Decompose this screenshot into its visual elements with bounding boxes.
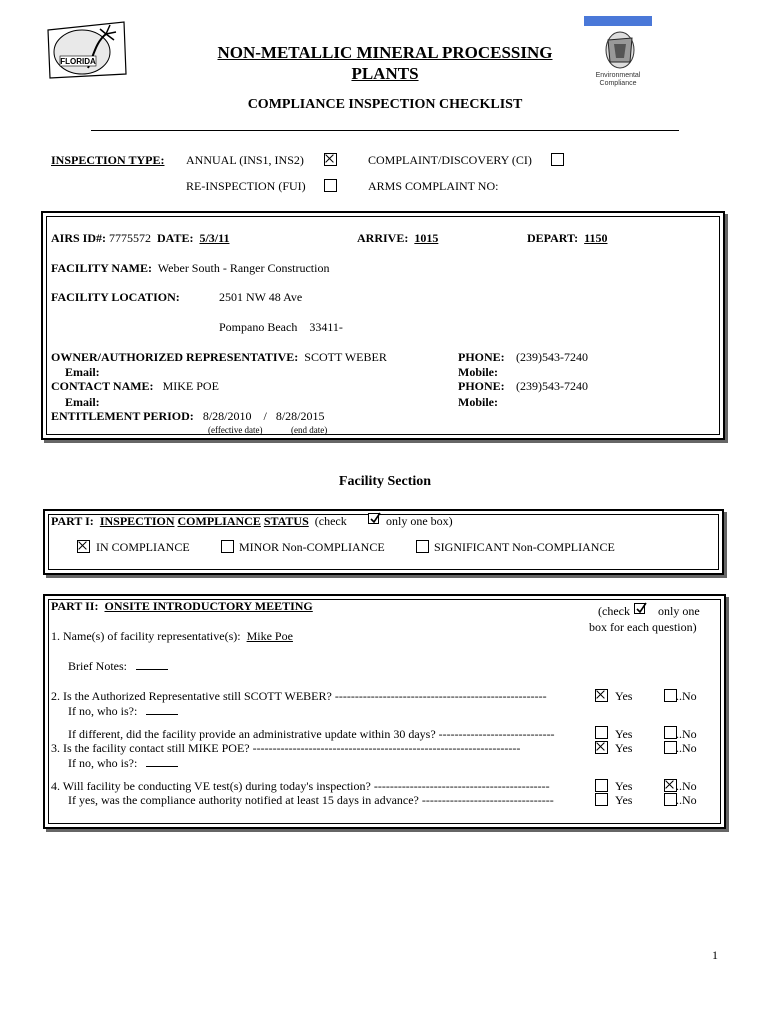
- contact-email-label: Email:: [65, 395, 100, 409]
- contact-name: CONTACT NAME: MIKE POE: [51, 379, 219, 393]
- end-date-caption: (end date): [291, 425, 328, 435]
- q4a-no-label: ..No: [676, 793, 697, 807]
- q3-facility-contact: 3. Is the facility contact still MIKE POE? -------------------------------------------------------------------: [51, 741, 521, 755]
- svg-text:FLORIDA: FLORIDA: [60, 57, 96, 66]
- complaint-checkbox[interactable]: [551, 153, 564, 166]
- page-number: 1: [712, 948, 718, 962]
- facility-location-label: FACILITY LOCATION:: [51, 290, 180, 304]
- facility-location-line2: Pompano Beach 33411-: [219, 320, 343, 334]
- q4-yes-label: Yes: [615, 779, 633, 793]
- minor-noncompliance-checkbox[interactable]: [221, 540, 234, 553]
- phone2-value: (239)543-7240: [516, 379, 588, 393]
- checkmark-icon: [634, 603, 645, 614]
- significant-noncompliance-checkbox[interactable]: [416, 540, 429, 553]
- document-title-line2: PLANTS: [351, 64, 419, 83]
- florida-dep-seal-logo: [44, 20, 130, 80]
- minor-noncompliance-label: MINOR Non-COMPLIANCE: [239, 540, 385, 554]
- owner-email-label: Email:: [65, 365, 100, 379]
- part2-note-pre: (check: [598, 604, 630, 618]
- phone2-label: PHONE:: [458, 379, 505, 393]
- q2-authorized-representative: 2. Is the Authorized Representative still SCOTT WEBER? -----------------------------------------------------: [51, 689, 547, 703]
- logo-caption-line2: Compliance: [599, 80, 637, 87]
- q2a-yes-label: Yes: [615, 727, 633, 741]
- depart-time: DEPART: 1150: [527, 231, 608, 245]
- effective-date-caption: (effective date): [208, 425, 263, 435]
- q4-no-label: ..No: [676, 779, 697, 793]
- complaint-label: COMPLAINT/DISCOVERY (CI): [368, 153, 532, 167]
- part2-note-post: only one: [658, 604, 700, 618]
- phone-value: (239)543-7240: [516, 350, 588, 364]
- q2-no-label: ..No: [676, 689, 697, 703]
- logo-caption-line1: Environmental: [595, 72, 641, 79]
- phone-label: PHONE:: [458, 350, 505, 364]
- q1-facility-representatives: 1. Name(s) of facility representative(s): Mike Poe: [51, 629, 293, 643]
- q2a-administrative-update: If different, did the facility provide an administrative update within 30 days? -----------------------------: [68, 727, 555, 741]
- q2a-yes-checkbox[interactable]: [595, 726, 608, 739]
- in-compliance-checkbox[interactable]: [77, 540, 90, 553]
- brief-notes: Brief Notes:: [68, 659, 168, 674]
- part1-title: PART I: INSPECTION COMPLIANCE STATUS (check: [51, 514, 347, 528]
- part2-title: PART II: ONSITE INTRODUCTORY MEETING: [51, 599, 313, 613]
- q4a-yes-checkbox[interactable]: [595, 793, 608, 806]
- q3-if-no: If no, who is?:: [68, 756, 178, 771]
- arrive-time: ARRIVE: 1015: [357, 231, 439, 245]
- q4a-yes-label: Yes: [615, 793, 633, 807]
- q2a-no-label: ..No: [676, 727, 697, 741]
- document-subtitle: COMPLIANCE INSPECTION CHECKLIST: [247, 97, 523, 112]
- part1-instruction: only one box): [386, 514, 453, 528]
- mobile-label: Mobile:: [458, 365, 498, 379]
- q2-yes-checkbox[interactable]: [595, 689, 608, 702]
- facility-section-title: Facility Section: [338, 474, 432, 489]
- q3-yes-checkbox[interactable]: [595, 741, 608, 754]
- q4-yes-checkbox[interactable]: [595, 779, 608, 792]
- q3-no-label: ..No: [676, 741, 697, 755]
- airs-id: AIRS ID#: 7775572 DATE: 5/3/11: [51, 231, 230, 245]
- reinspection-label: RE-INSPECTION (FUI): [186, 179, 306, 193]
- reinspection-checkbox[interactable]: [324, 179, 337, 192]
- q4-ve-test: 4. Will facility be conducting VE test(s) during today's inspection? --------------------------------------------: [51, 779, 550, 793]
- q2-yes-label: Yes: [615, 689, 633, 703]
- part2-note-line2: box for each question): [589, 620, 697, 634]
- in-compliance-label: IN COMPLIANCE: [96, 540, 190, 554]
- facility-name: FACILITY NAME: Weber South - Ranger Construction: [51, 261, 330, 275]
- header-divider: [91, 130, 679, 131]
- entitlement-period: ENTITLEMENT PERIOD: 8/28/2010 / 8/28/2015: [51, 409, 325, 423]
- q3-yes-label: Yes: [615, 741, 633, 755]
- significant-noncompliance-label: SIGNIFICANT Non-COMPLIANCE: [434, 540, 615, 554]
- checkmark-icon: [368, 513, 379, 524]
- annual-label: ANNUAL (INS1, INS2): [186, 153, 304, 167]
- facility-location-line1: 2501 NW 48 Ave: [219, 290, 303, 304]
- q2-if-no: If no, who is?:: [68, 704, 178, 719]
- document-title-line1: NON-METALLIC MINERAL PROCESSING: [217, 43, 553, 62]
- q4a-compliance-authority-notified: If yes, was the compliance authority notified at least 15 days in advance? ---------------------------------: [68, 793, 554, 807]
- owner-representative: OWNER/AUTHORIZED REPRESENTATIVE: SCOTT WEBER: [51, 350, 387, 364]
- mobile2-label: Mobile:: [458, 395, 498, 409]
- inspection-type-label: INSPECTION TYPE:: [51, 153, 165, 167]
- annual-checkbox[interactable]: [324, 153, 337, 166]
- arms-complaint-label: ARMS COMPLAINT NO:: [368, 179, 499, 193]
